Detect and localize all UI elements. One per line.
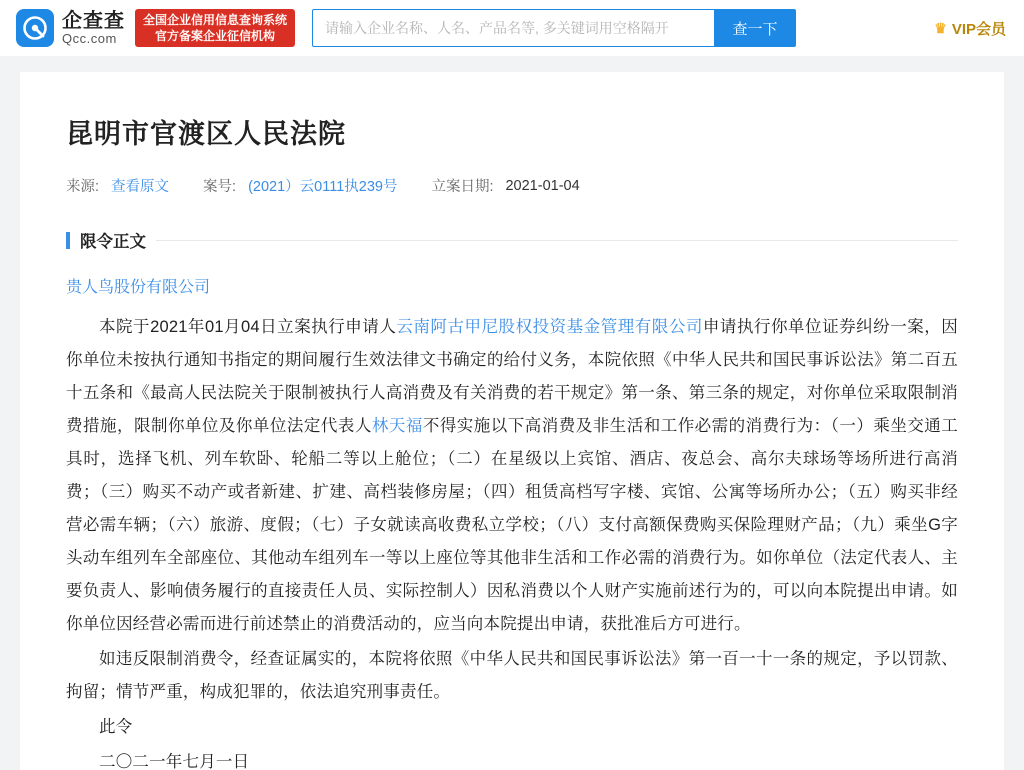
logo-text-cn: 企查查 <box>62 9 125 32</box>
legal-representative-link[interactable]: 林天福 <box>371 417 423 435</box>
document-card <box>20 72 1004 770</box>
applicant-link[interactable]: 云南阿古甲尼股权投资基金管理有限公司 <box>396 318 703 336</box>
search-button[interactable]: 查一下 <box>714 9 796 47</box>
date-line: 二〇二一年七月一日 <box>99 753 250 770</box>
site-header <box>0 0 1024 56</box>
filing-date-label: 立案日期: <box>431 179 494 195</box>
paragraph-penalty: 如违反限制消费令，经查证属实的，本院将依照《中华人民共和国民事诉讼法》第一百一十一条的规定，予以罚款、拘留；情节严重，构成犯罪的，依法追究刑事责任。 <box>66 650 958 701</box>
section-title: 限令正文 <box>80 233 146 251</box>
search-bar <box>312 9 796 47</box>
company-link[interactable]: 贵人鸟股份有限公司 <box>66 279 211 296</box>
search-input[interactable] <box>312 9 714 47</box>
paragraph-main-part2: 申请执行你单位证券纠纷一案，因你单位未按执行通知书指定的期间履行生效法律文书确定的给付义务，本院依照《中华人民共和国民事诉讼法》第二百五十五条和《最高人民法院关于限制被执行人高消费及有关消费的若干规定》第一条、第三条的规定，对你单位采取限制消费措施，限制你单位及你单位法定代表人 <box>66 318 958 435</box>
paragraph-main <box>66 311 958 641</box>
case-number-link[interactable]: (2021）云0111执239号 <box>248 179 398 195</box>
paragraph-main-part3: 不得实施以下高消费及非生活和工作必需的消费行为：（一）乘坐交通工具时，选择飞机、列车软卧、轮船二等以上舱位；（二）在星级以上宾馆、酒店、夜总会、高尔夫球场等场所进行高消费；（三）购买不动产或者新建、扩建、高档装修房屋；（四）租赁高档写字楼、宾馆、公寓等场所办公；（五）购买非经营必需车辆；（六）旅游、度假；（七）子女就读高收费私立学校；（八）支付高额保费购买保险理财产品；（九）乘坐G字头动车组列车全部座位、其他动车组列车一等以上座位等其他非生活和工作必需的消费行为。如你单位（法定代表人、主要负责人、影响债务履行的直接责任人员、实际控制人）因私消费以个人财产实施前述行为的，可以向本院提出申请。如你单位因经营必需而进行前述禁止的消费活动的，应当向本院提出申请，获批准后方可进行。 <box>66 417 958 633</box>
vip-label: VIP会员 <box>951 21 1006 38</box>
view-original-link[interactable]: 查看原文 <box>111 179 170 195</box>
document-body <box>66 311 958 770</box>
paragraph-main-part1: 本院于2021年01月04日立案执行申请人 <box>99 318 397 336</box>
signoff-line: 此令 <box>99 718 133 736</box>
section-header <box>66 228 958 252</box>
page-title: 昆明市官渡区人民法院 <box>66 119 346 149</box>
gov-certification-badge <box>135 9 295 47</box>
section-divider <box>156 240 958 241</box>
logo-text-en: Qcc.com <box>62 30 117 46</box>
filing-date-value: 2021-01-04 <box>505 177 580 194</box>
crown-icon: ♛ <box>934 20 947 36</box>
site-logo[interactable] <box>16 9 125 47</box>
qcc-logo-icon <box>16 9 54 47</box>
document-meta <box>66 175 958 196</box>
badge-line-1: 全国企业信用信息查询系统 <box>143 12 288 27</box>
badge-line-2: 官方备案企业征信机构 <box>155 29 276 43</box>
vip-member-entry[interactable] <box>934 18 1006 39</box>
case-number-label: 案号: <box>203 179 237 195</box>
source-label: 来源: <box>66 179 100 195</box>
section-accent-bar <box>66 232 70 249</box>
